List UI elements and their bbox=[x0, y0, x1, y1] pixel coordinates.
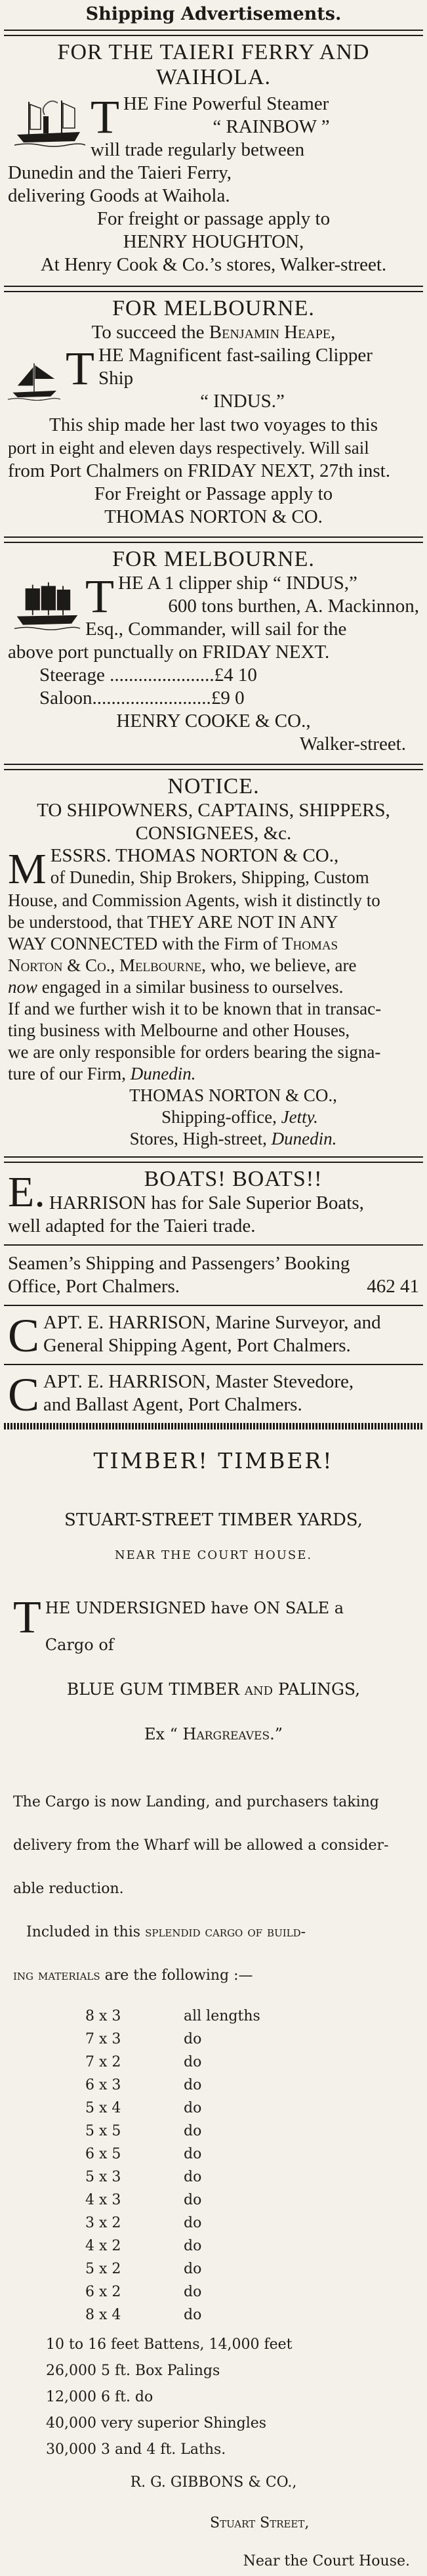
fare-price: £9 0 bbox=[211, 688, 245, 709]
ad4-text: Norton & Co., Melbourne, bbox=[8, 955, 207, 975]
size-note: do bbox=[184, 2123, 202, 2139]
rule bbox=[4, 764, 423, 770]
ad5-dropcap: E. bbox=[8, 1168, 45, 1216]
ad-seamens-office bbox=[0, 1246, 427, 1298]
size-row bbox=[85, 2005, 414, 2028]
ad4-title: NOTICE. bbox=[167, 774, 260, 798]
ad5-line: HARRISON has for Sale Superior Boats, bbox=[49, 1192, 364, 1213]
ad-harrison-surveyor bbox=[0, 1306, 427, 1362]
ad2-line: To succeed the bbox=[91, 322, 209, 343]
timber-line: Cargo of bbox=[45, 1636, 114, 1654]
clipper-ship-icon bbox=[14, 576, 80, 635]
ad2-line: For Freight or Passage apply to bbox=[94, 483, 333, 504]
size-note: do bbox=[184, 2307, 202, 2323]
ad-taieri-ferry bbox=[0, 36, 427, 276]
size-value: 5 x 4 bbox=[85, 2100, 121, 2116]
ad2-line: THOMAS NORTON & CO. bbox=[104, 506, 323, 527]
size-value: 6 x 2 bbox=[85, 2284, 121, 2300]
ad4-line: If and we further wish it to be known that in transac- bbox=[8, 999, 382, 1018]
ad4-line: House, and Commission Agents, wish it distinctly to bbox=[8, 890, 380, 910]
ad3-dropcap: T bbox=[85, 570, 114, 622]
timber-title: TIMBER! TIMBER! bbox=[93, 1448, 334, 1474]
timber-text: PALINGS, bbox=[273, 1680, 361, 1699]
header-rule bbox=[4, 30, 423, 36]
timber-item: 40,000 very superior Shingles bbox=[46, 2415, 267, 2432]
size-note: do bbox=[184, 2031, 202, 2047]
ad-notice bbox=[0, 770, 427, 1150]
ad8-line: and Ballast Agent, Port Chalmers. bbox=[43, 1394, 302, 1415]
timber-item: 26,000 5 ft. Box Palings bbox=[46, 2363, 220, 2379]
ad4-text: now bbox=[8, 977, 38, 997]
ad8-line: APT. E. HARRISON, Master Stevedore, bbox=[43, 1371, 354, 1392]
ad3-line: HE A 1 clipper ship “ INDUS,” bbox=[117, 573, 357, 594]
ad3-line: 600 tons burthen, A. Mackinnon, bbox=[168, 596, 419, 617]
ad2-dropcap: T bbox=[66, 342, 94, 395]
timber-line bbox=[13, 1594, 414, 1623]
rule bbox=[4, 536, 423, 543]
timber-item: 30,000 3 and 4 ft. Laths. bbox=[46, 2441, 226, 2458]
ad5-title: BOATS! BOATS!! bbox=[144, 1167, 323, 1191]
timber-text: splendid cargo of build- bbox=[145, 1924, 306, 1940]
size-value: 4 x 3 bbox=[85, 2192, 121, 2208]
ad1-line: HENRY HOUGHTON, bbox=[123, 231, 304, 252]
ad3-title: FOR MELBOURNE. bbox=[112, 547, 315, 571]
size-note: do bbox=[184, 2238, 202, 2254]
ad4-line: ESSRS. THOMAS NORTON & CO., bbox=[50, 845, 339, 866]
ad8-dropcap: C bbox=[8, 1368, 40, 1421]
ad4-sub: CONSIGNEES, &c. bbox=[135, 823, 292, 844]
size-note: do bbox=[184, 2054, 202, 2070]
size-value: 5 x 5 bbox=[85, 2123, 121, 2139]
ad-harrison-stevedore bbox=[0, 1365, 427, 1421]
ad1-line: “ RAINBOW ” bbox=[213, 116, 330, 137]
ad3-agent: HENRY COOKE & CO., bbox=[116, 710, 311, 731]
ad4-signature bbox=[8, 1106, 419, 1128]
heavy-rule bbox=[4, 1423, 423, 1430]
timber-text: Ex bbox=[144, 1725, 170, 1743]
ad2-ship-name: Benjamin Heape, bbox=[209, 322, 336, 343]
ad3-line: Esq., Commander, will sail for the bbox=[85, 619, 347, 640]
ad4-sub: TO SHIPOWNERS, CAPTAINS, SHIPPERS, bbox=[37, 800, 390, 821]
size-note: do bbox=[184, 2169, 202, 2185]
ad4-line bbox=[8, 933, 419, 955]
ad4-text: Thomas bbox=[282, 934, 338, 953]
size-note: all lengths bbox=[184, 2008, 260, 2024]
timber-text: are the following :— bbox=[100, 1967, 253, 1984]
ad1-line: For freight or passage apply to bbox=[96, 208, 331, 229]
ad4-signature bbox=[8, 1128, 419, 1150]
ad6-ref: 462 41 bbox=[367, 1276, 419, 1297]
ad2-line: HE Magnificent fast-sailing Clipper bbox=[98, 345, 373, 366]
ad1-title-2: WAIHOLA. bbox=[155, 65, 272, 89]
ad1-line: will trade regularly between bbox=[91, 139, 305, 160]
timber-para bbox=[13, 1961, 414, 1990]
ad-melbourne-norton bbox=[0, 292, 427, 529]
size-value: 8 x 4 bbox=[85, 2307, 121, 2323]
size-row bbox=[85, 2166, 414, 2189]
ad2-line: Ship bbox=[98, 368, 134, 389]
timber-near-court: Near the Court House. bbox=[243, 2553, 410, 2569]
size-row bbox=[85, 2028, 414, 2051]
timber-firm: R. G. GIBBONS & CO., bbox=[130, 2474, 297, 2491]
ad4-line bbox=[8, 1063, 419, 1085]
timber-item: 10 to 16 feet Battens, 14,000 feet bbox=[46, 2336, 293, 2353]
ad3-fares bbox=[8, 664, 419, 710]
ad4-text: Jetty. bbox=[281, 1107, 318, 1127]
size-row bbox=[85, 2303, 414, 2326]
size-value: 5 x 3 bbox=[85, 2169, 121, 2185]
section-header: Shipping Advertisements. bbox=[85, 4, 342, 24]
size-value: 8 x 3 bbox=[85, 2008, 121, 2024]
ad4-text: Shipping-office, bbox=[161, 1107, 281, 1127]
size-value: 7 x 3 bbox=[85, 2031, 121, 2047]
ad6-line: Seamen’s Shipping and Passengers’ Booking bbox=[8, 1253, 350, 1274]
newspaper-page bbox=[0, 4, 427, 2569]
rule bbox=[4, 1156, 423, 1163]
fare-price: £4 10 bbox=[214, 665, 257, 686]
fare-label: Steerage ...................... bbox=[39, 665, 214, 686]
ad2-title: FOR MELBOURNE. bbox=[112, 296, 315, 320]
size-note: do bbox=[184, 2192, 202, 2208]
fare-label: Saloon......................... bbox=[39, 688, 211, 709]
timber-items bbox=[13, 2332, 414, 2463]
ad4-line: be understood, that THEY ARE NOT IN ANY bbox=[8, 912, 338, 932]
rule bbox=[4, 286, 423, 292]
ad6-text: Office, Port Chalmers. bbox=[8, 1276, 180, 1297]
ad1-line: Dunedin and the Taieri Ferry, bbox=[8, 162, 232, 183]
ad4-text: ture of our Firm, bbox=[8, 1064, 131, 1083]
fare-row bbox=[39, 687, 419, 710]
size-note: do bbox=[184, 2100, 202, 2116]
ad4-text: WAY CONNECTED with the Firm of bbox=[8, 934, 282, 953]
timber-near: NEAR THE COURT HOUSE. bbox=[114, 1548, 313, 1562]
size-row bbox=[85, 2051, 414, 2074]
size-row bbox=[85, 2212, 414, 2235]
ad3-street: Walker-street. bbox=[299, 733, 406, 754]
size-row bbox=[85, 2143, 414, 2166]
timber-text: Included in this bbox=[26, 1924, 146, 1940]
ad4-line bbox=[8, 955, 419, 976]
ad1-title-1: FOR THE TAIERI FERRY AND bbox=[57, 40, 370, 64]
ad-timber bbox=[0, 1432, 427, 2576]
size-value: 6 x 5 bbox=[85, 2146, 121, 2162]
timber-text: “ Hargreaves.” bbox=[169, 1725, 283, 1743]
ad2-line: from Port Chalmers on FRIDAY NEXT, 27th inst. bbox=[8, 460, 390, 481]
size-row bbox=[85, 2074, 414, 2097]
ad3-line: above port punctually on FRIDAY NEXT. bbox=[8, 642, 330, 663]
size-row bbox=[85, 2281, 414, 2303]
size-value: 5 x 2 bbox=[85, 2261, 121, 2277]
ad1-line: HE Fine Powerful Steamer bbox=[123, 93, 329, 114]
timber-size-list bbox=[13, 2005, 414, 2326]
ad4-line bbox=[8, 976, 419, 998]
timber-yard: STUART-STREET TIMBER YARDS, bbox=[64, 1510, 363, 1530]
ad4-line: of Dunedin, Ship Brokers, Shipping, Custom bbox=[50, 867, 369, 887]
ad4-line: ting business with Melbourne and other Houses, bbox=[8, 1020, 350, 1040]
ad1-dropcap: T bbox=[91, 91, 119, 143]
timber-text: HE UNDERSIGNED have bbox=[45, 1599, 254, 1617]
timber-para: delivery from the Wharf will be allowed a consider- bbox=[13, 1837, 389, 1854]
size-value: 7 x 2 bbox=[85, 2054, 121, 2070]
fare-row bbox=[39, 664, 419, 687]
ad4-text: Stores, High-street, bbox=[129, 1129, 272, 1148]
size-value: 3 x 2 bbox=[85, 2215, 121, 2231]
timber-text: a bbox=[329, 1599, 344, 1617]
timber-para: The Cargo is now Landing, and purchasers taking bbox=[13, 1794, 379, 1810]
ad1-line: delivering Goods at Waihola. bbox=[8, 185, 230, 206]
ad4-signature: THOMAS NORTON & CO., bbox=[129, 1085, 337, 1105]
ad1-line: At Henry Cook & Co.’s stores, Walker-street. bbox=[40, 254, 387, 275]
ad7-dropcap: C bbox=[8, 1309, 40, 1362]
timber-text: BLUE GUM TIMBER bbox=[66, 1680, 245, 1699]
size-row bbox=[85, 2235, 414, 2258]
ad2-succeed bbox=[0, 321, 427, 344]
size-row bbox=[85, 2258, 414, 2281]
ad2-line: port in eight and eleven days respectively. Will sail bbox=[8, 438, 369, 458]
ad6-line bbox=[8, 1275, 419, 1298]
size-note: do bbox=[184, 2284, 202, 2300]
ad-boats bbox=[0, 1163, 427, 1238]
ad5-line: well adapted for the Taieri trade. bbox=[8, 1215, 256, 1236]
timber-dropcap: T bbox=[13, 1592, 41, 1643]
size-row bbox=[85, 2189, 414, 2212]
timber-para bbox=[13, 1918, 414, 1947]
steamer-ship-icon bbox=[14, 97, 85, 149]
ad2-line: This ship made her last two voyages to this bbox=[49, 414, 378, 435]
ad4-text: engaged in a similar business to ourselves. bbox=[37, 977, 344, 997]
size-row bbox=[85, 2097, 414, 2120]
ad4-text: Dunedin. bbox=[130, 1064, 196, 1083]
timber-text: and bbox=[244, 1680, 274, 1699]
size-row bbox=[85, 2120, 414, 2143]
ad-melbourne-indus bbox=[0, 543, 427, 756]
timber-line bbox=[13, 1675, 414, 1704]
size-value: 6 x 3 bbox=[85, 2077, 121, 2093]
ad4-text: Dunedin. bbox=[271, 1129, 337, 1148]
clipper-ship-icon bbox=[8, 348, 60, 414]
timber-street: Stuart Street, bbox=[210, 2515, 310, 2531]
timber-text: ON SALE bbox=[253, 1599, 330, 1617]
ad2-line: “ INDUS.” bbox=[200, 391, 285, 412]
ad4-dropcap: M bbox=[8, 845, 47, 893]
size-note: do bbox=[184, 2146, 202, 2162]
size-note: do bbox=[184, 2077, 202, 2093]
ad4-line: we are only responsible for orders bearing the signa- bbox=[8, 1042, 381, 1062]
ad4-text: who, we believe, are bbox=[206, 955, 357, 975]
timber-line bbox=[13, 1720, 414, 1749]
timber-text: ing materials bbox=[13, 1967, 100, 1984]
size-note: do bbox=[184, 2261, 202, 2277]
timber-item: 12,000 6 ft. do bbox=[46, 2389, 153, 2405]
ad7-line: General Shipping Agent, Port Chalmers. bbox=[43, 1335, 351, 1356]
timber-para: able reduction. bbox=[13, 1881, 124, 1897]
size-note: do bbox=[184, 2215, 202, 2231]
size-value: 4 x 2 bbox=[85, 2238, 121, 2254]
ad7-line: APT. E. HARRISON, Marine Surveyor, and bbox=[43, 1312, 381, 1333]
